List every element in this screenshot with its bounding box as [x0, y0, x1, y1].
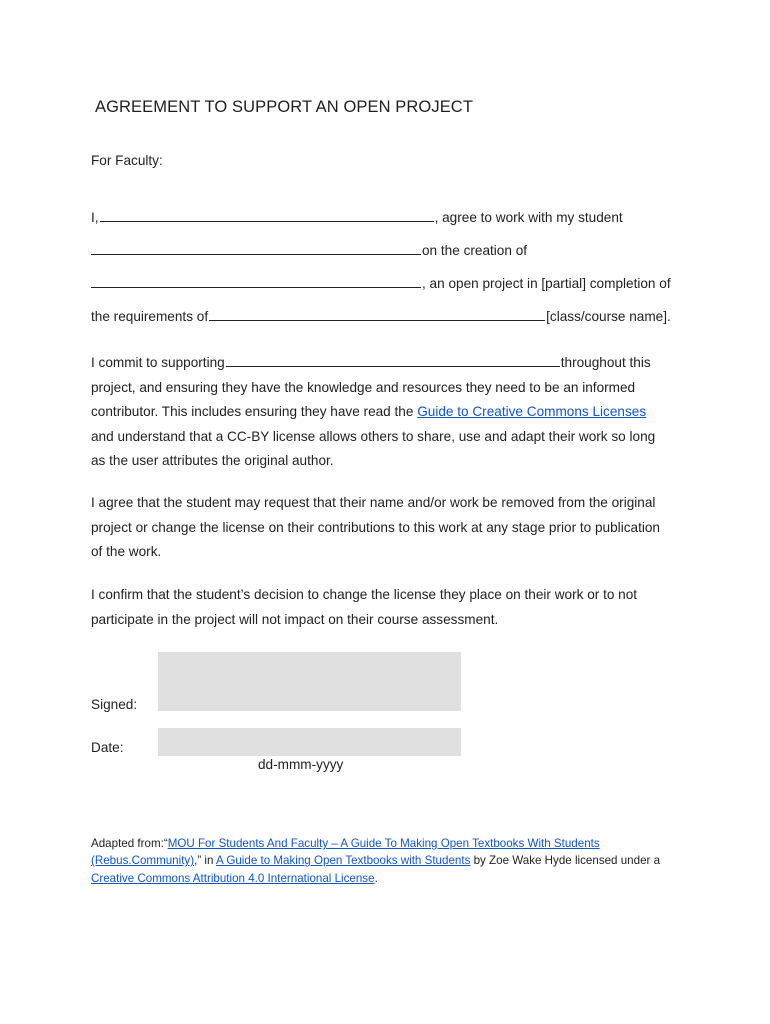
confirm-line-1: I confirm that the student’s decision to change the license they place on their work or to not: [91, 587, 638, 602]
confirm-paragraph: [91, 583, 691, 632]
commit-line-1: [91, 351, 691, 376]
mou-guide-link[interactable]: MOU For Students And Faculty – A Guide To Making Open Textbooks With Students (Rebus.Community): [91, 837, 600, 868]
commit-paragraph: [91, 351, 691, 474]
commit-l3-prefix: contributor. This includes ensuring they have read the: [91, 404, 418, 420]
page-title: AGREEMENT TO SUPPORT AN OPEN PROJECT: [95, 98, 473, 116]
commit-l1-prefix: I commit to supporting: [91, 355, 225, 370]
footer-end: .: [374, 871, 378, 885]
cc-licenses-guide-link[interactable]: Guide to Creative Commons Licenses: [417, 404, 647, 420]
date-format-hint: dd-mmm-yyyy: [258, 757, 344, 772]
commit-line-5: as the user attributes the original author.: [91, 453, 334, 469]
agreement-paragraph: [91, 201, 691, 333]
project-name-blank[interactable]: [91, 273, 421, 288]
date-field[interactable]: [158, 728, 461, 756]
signature-field[interactable]: [158, 652, 461, 711]
cc-by-license-link[interactable]: Creative Commons Attribution 4.0 International License: [91, 871, 375, 885]
attribution-footer: [91, 835, 691, 887]
removal-line-3: of the work.: [91, 544, 162, 560]
agreement-line-4: [91, 300, 691, 333]
agreement-line-3: [91, 267, 691, 300]
student-name-blank[interactable]: [91, 240, 421, 255]
agreement-l1-suffix: , agree to work with my student: [434, 210, 623, 225]
supporting-student-blank[interactable]: [226, 352, 560, 367]
agreement-l1-prefix: I,: [91, 210, 99, 225]
removal-line-1: I agree that the student may request that their name and/or work be removed from the original: [91, 495, 656, 510]
date-label: Date:: [91, 740, 124, 755]
for-faculty-label: [91, 149, 691, 174]
signed-label: Signed:: [91, 697, 138, 712]
commit-l1-suffix: throughout this: [560, 355, 651, 370]
removal-line-2: project or change the license on their contributions to this work at any stage prior to publication: [91, 519, 660, 535]
open-textbooks-guide-link[interactable]: A Guide to Making Open Textbooks with Students: [216, 854, 471, 868]
agreement-l3-suffix: , an open project in [partial] completion of: [422, 276, 671, 291]
commit-line-4: and understand that a CC-BY license allows others to share, use and adapt their work so long: [91, 428, 656, 444]
commit-line-2: project, and ensuring they have the knowledge and resources they need to be an informed: [91, 379, 636, 395]
course-name-blank[interactable]: [209, 306, 545, 321]
agreement-line-1: [91, 201, 691, 234]
confirm-line-2: participate in the project will not impact on their course assessment.: [91, 611, 499, 627]
for-faculty-text: For Faculty:: [91, 153, 163, 168]
agreement-l4-prefix: the requirements of: [91, 309, 209, 324]
removal-paragraph: [91, 491, 691, 565]
footer-mid-1: ,” in: [194, 854, 217, 868]
commit-line-3: [91, 400, 691, 425]
footer-prefix: Adapted from:“: [91, 837, 168, 850]
agreement-l4-suffix: [class/course name].: [546, 309, 671, 324]
faculty-name-blank[interactable]: [100, 207, 434, 222]
agreement-line-2: [91, 234, 691, 267]
footer-mid-2: by Zoe Wake Hyde licensed under a: [470, 854, 661, 868]
agreement-l2-suffix: on the creation of: [422, 243, 528, 258]
